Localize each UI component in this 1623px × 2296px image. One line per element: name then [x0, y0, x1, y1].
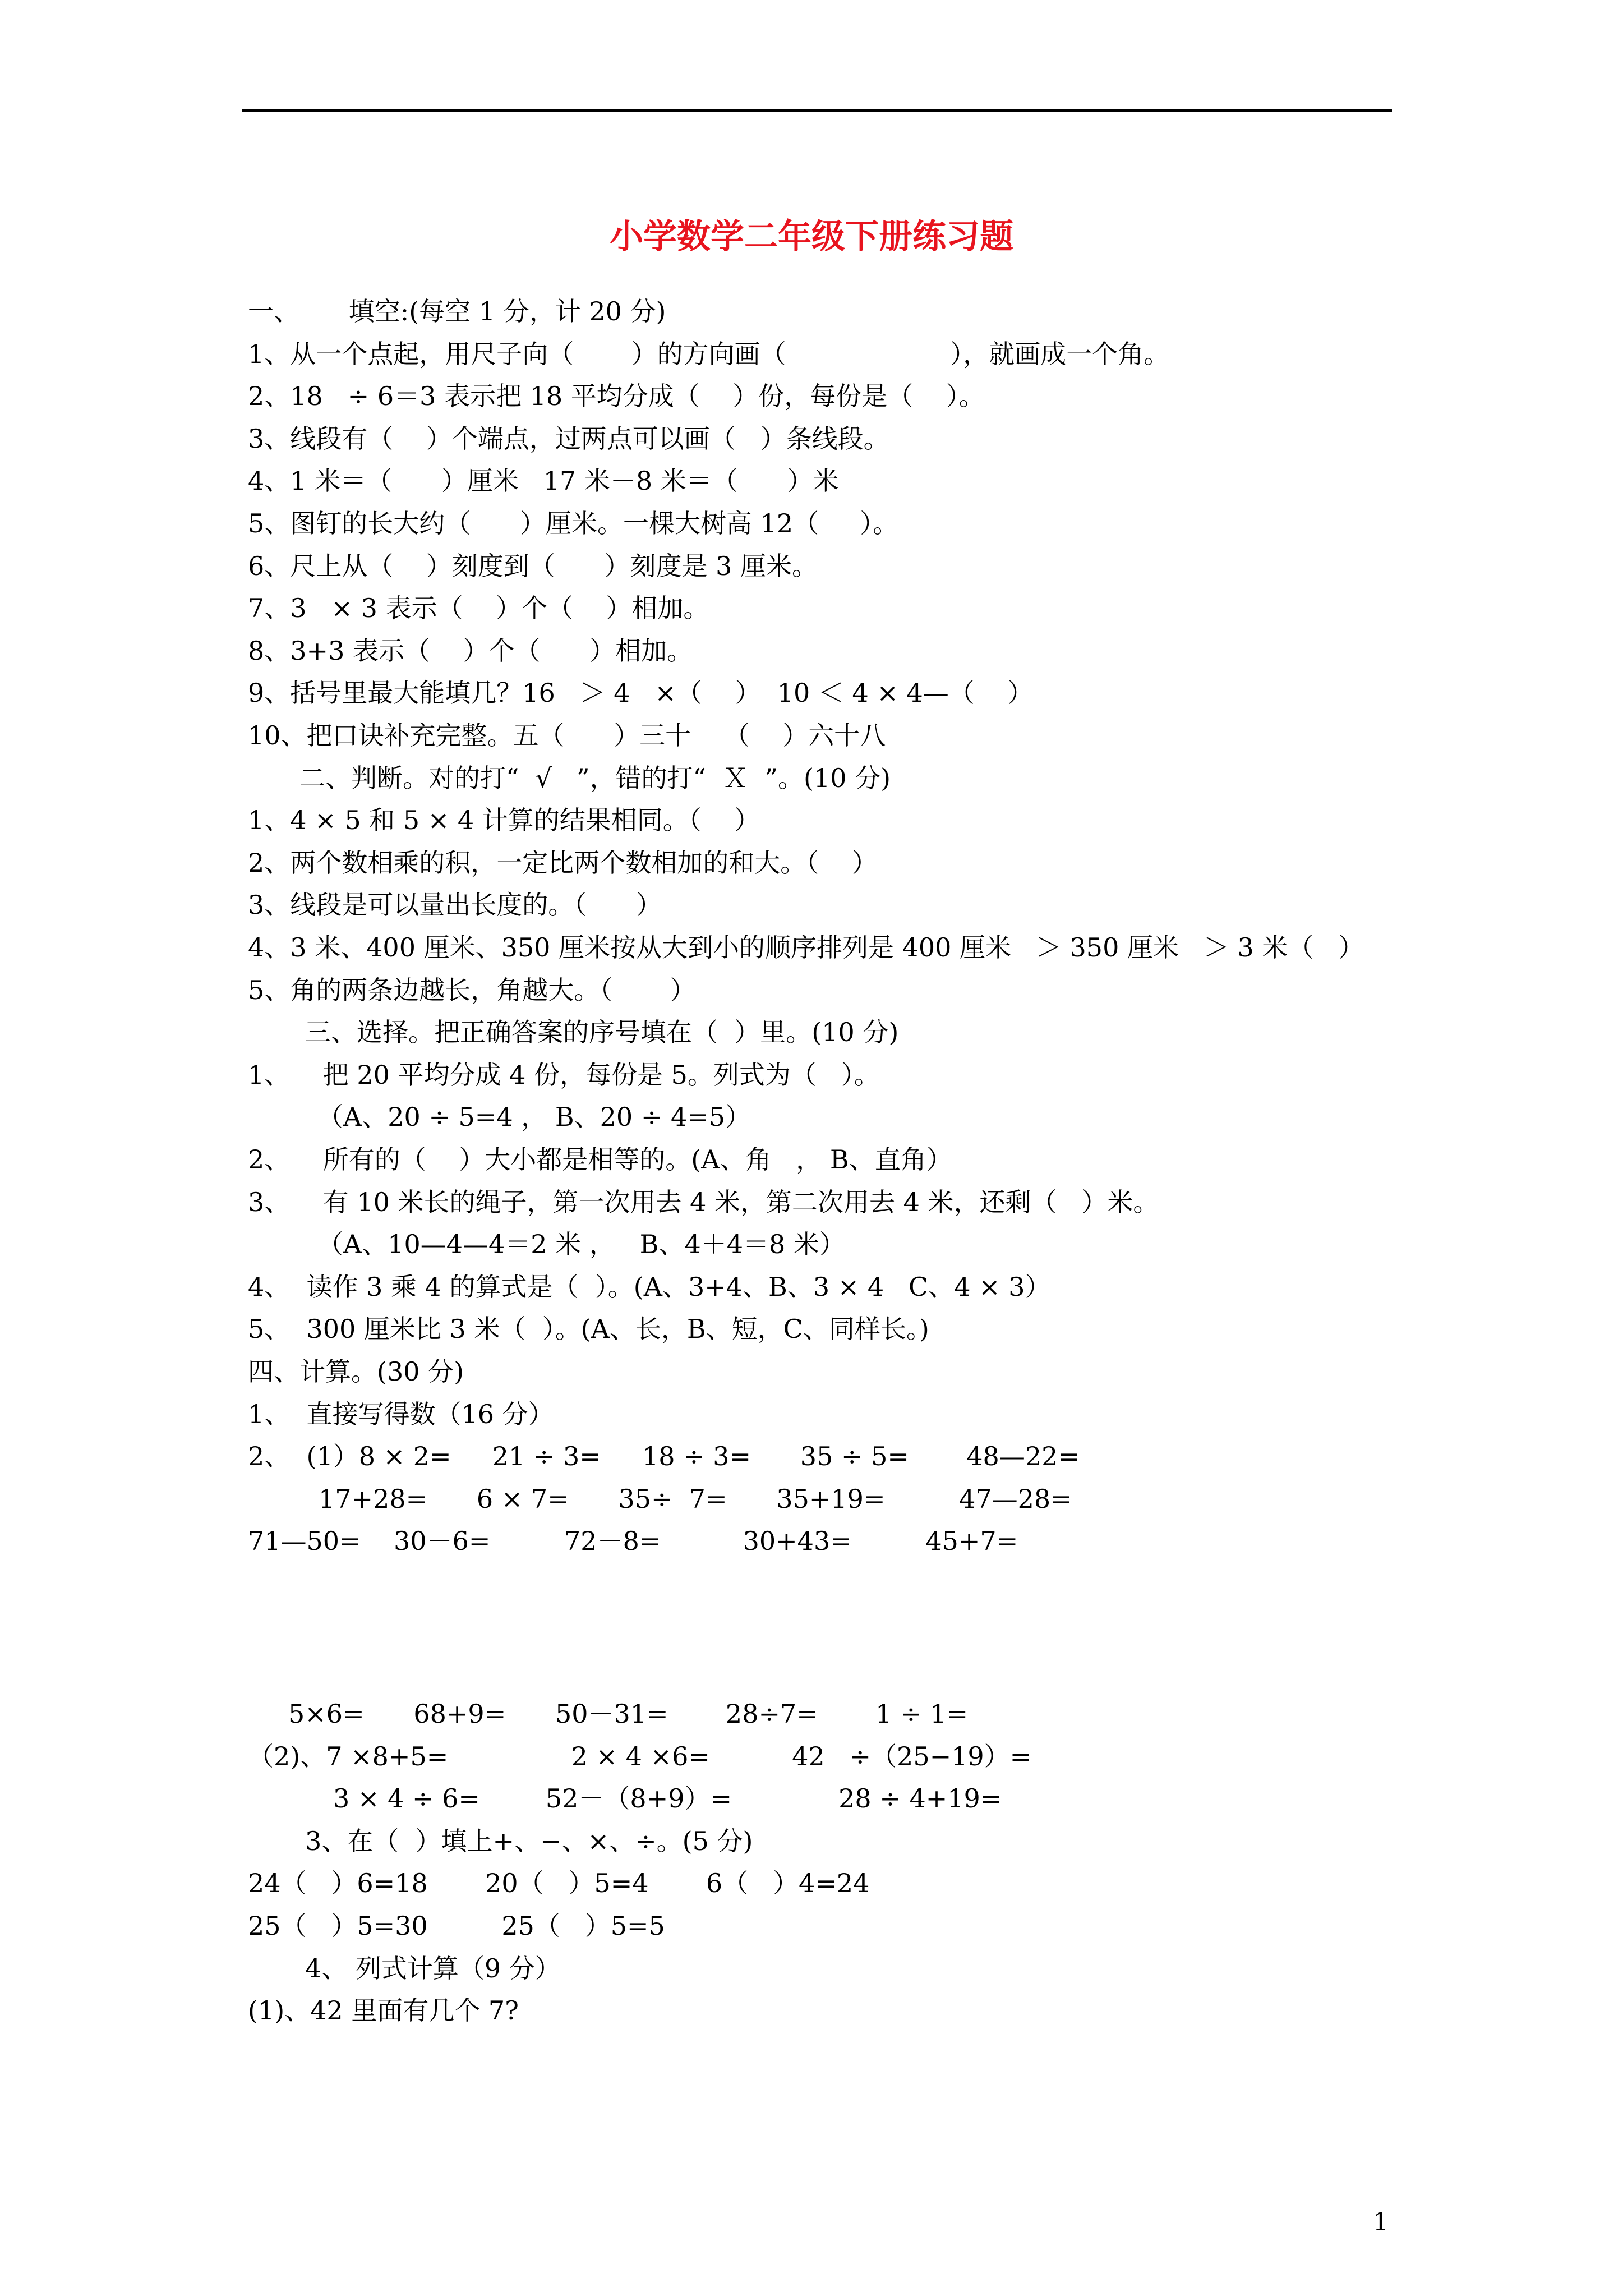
text-line: 71—50= 30－6= 72－8= 30+43= 45+7=: [248, 1526, 1018, 1557]
text-line: 10、把口诀补充完整。五（ ）三十 （ ）六十八: [248, 720, 886, 751]
header-rule: [242, 109, 1392, 112]
text-line: 3 × 4 ÷ 6= 52－（8+9）= 28 ÷ 4+19=: [333, 1783, 1002, 1814]
text-line: 4、 列式计算（9 分）: [305, 1953, 561, 1984]
text-line: 4、 读作 3 乘 4 的算式是（ ）。(A、3+4、B、3 × 4 C、4 × 3）: [248, 1271, 1051, 1302]
text-line: 一、 填空:(每空 1 分，计 20 分): [248, 296, 666, 326]
text-line: 3、线段有（ ）个端点，过两点可以画（ ）条线段。: [248, 423, 889, 454]
text-line: 2、两个数相乘的积，一定比两个数相加的和大。（ ）: [248, 847, 878, 878]
text-line: 25（ ）5=30 25（ ）5=5: [248, 1911, 665, 1941]
text-line: 三、选择。把正确答案的序号填在（ ）里。(10 分): [305, 1017, 899, 1048]
text-line: 17+28= 6 × 7= 35÷ 7= 35+19= 47—28=: [319, 1483, 1072, 1514]
text-line: 4、1 米＝（ ）厘米 17 米－8 米＝（ ）米: [248, 466, 839, 496]
text-line: (1)、42 里面有几个 7?: [248, 1995, 519, 2026]
text-line: 1、从一个点起，用尺子向（ ）的方向画（ ），就画成一个角。: [248, 338, 1170, 369]
text-line: 3、在（ ）填上+、−、×、÷。(5 分): [305, 1825, 753, 1856]
text-line: 9、括号里最大能填几？16 ＞ 4 ×（ ） 10 ＜ 4 × 4—（ ）: [248, 678, 1034, 708]
text-line: 5、图钉的长大约（ ）厘米。一棵大树高 12（ ）。: [248, 508, 899, 539]
text-line: 1、 把 20 平均分成 4 份，每份是 5。列式为（ ）。: [248, 1059, 880, 1090]
text-line: 5×6= 68+9= 50－31= 28÷7= 1 ÷ 1=: [288, 1699, 969, 1729]
text-line: 2、 所有的（ ）大小都是相等的。(A、角 ， B、直角）: [248, 1144, 952, 1175]
text-line: 5、角的两条边越长，角越大。（ ）: [248, 974, 696, 1005]
page-title: 小学数学二年级下册练习题: [610, 217, 1013, 256]
text-line: 1、 直接写得数（16 分）: [248, 1398, 554, 1429]
text-line: 5、 300 厘米比 3 米（ ）。(A、长，B、短，C、同样长。): [248, 1314, 929, 1345]
text-line: 7、3 × 3 表示（ ）个（ ）相加。: [248, 593, 709, 624]
text-line: 3、 有 10 米长的绳子，第一次用去 4 米，第二次用去 4 米，还剩（ ）米。: [248, 1186, 1159, 1217]
text-line: （A、20 ÷ 5=4 ， B、20 ÷ 4=5）: [317, 1102, 751, 1133]
text-line: 4、3 米、400 厘米、350 厘米按从大到小的顺序排列是 400 厘米 ＞ 350 厘米 ＞ 3 米（ ）: [248, 932, 1364, 963]
text-line: 2、18 ÷ 6＝3 表示把 18 平均分成（ ）份，每份是（ ）。: [248, 381, 985, 412]
page-number: 1: [1373, 2208, 1389, 2237]
text-line: 二、判断。对的打“ √ ”，错的打“ Ｘ ”。(10 分): [299, 762, 891, 793]
text-line: 24（ ）6=18 20（ ）5=4 6（ ）4=24: [248, 1868, 870, 1899]
text-line: 3、线段是可以量出长度的。（ ）: [248, 890, 662, 921]
text-line: 8、3+3 表示（ ）个（ ）相加。: [248, 635, 693, 666]
text-line: （2)、7 ×8+5= 2 × 4 ×6= 42 ÷（25−19）=: [248, 1741, 1032, 1772]
text-line: 6、尺上从（ ）刻度到（ ）刻度是 3 厘米。: [248, 550, 818, 581]
text-line: （A、10—4—4＝2 米 ， B、4＋4＝8 米）: [317, 1229, 845, 1260]
text-line: 四、计算。(30 分): [248, 1356, 464, 1387]
text-line: 2、 (1）8 × 2= 21 ÷ 3= 18 ÷ 3= 35 ÷ 5= 48—22=: [248, 1441, 1080, 1472]
text-line: 1、4 × 5 和 5 × 4 计算的结果相同。（ ）: [248, 805, 760, 836]
